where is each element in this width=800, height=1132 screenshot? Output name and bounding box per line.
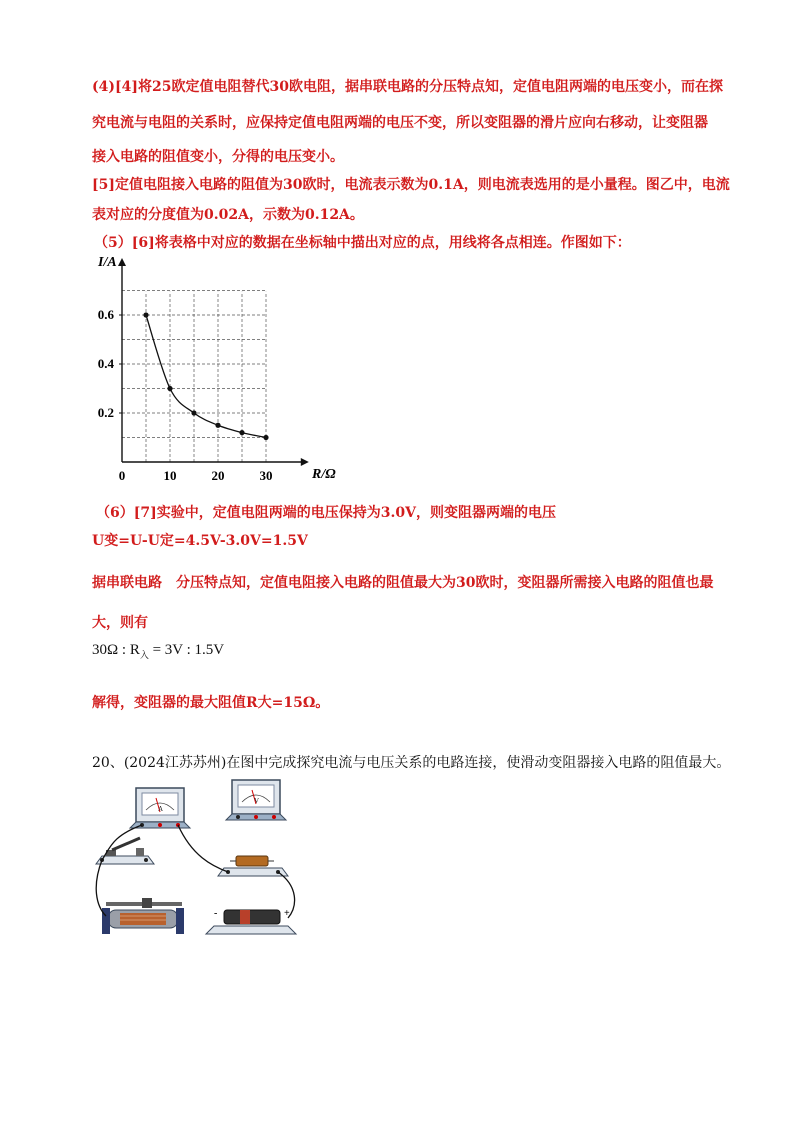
ammeter[interactable]: [130, 788, 190, 828]
ammeter-label: A: [158, 805, 164, 813]
chart-axes: [118, 258, 309, 466]
y-tick-label: 0.2: [97, 405, 114, 420]
data-point: [239, 430, 244, 435]
x-tick-label: 30: [259, 468, 273, 483]
circuit-illustration: [92, 776, 312, 946]
x-tick-label: 10: [163, 468, 177, 483]
answer-4-line-1: (4)[4]将25欧定值电阻替代30欧电阻，据串联电路的分压特点知，定值电阻两端的电压变小，而在探: [92, 79, 723, 95]
answer-5-line-2: 表对应的分度值为0.02A，示数为0.12A。: [92, 207, 364, 223]
answer-7-line-5: 解得，变阻器的最大阻值R大=15Ω。: [92, 695, 330, 711]
voltmeter[interactable]: [226, 780, 286, 820]
question-20-text: 20、(2024江苏苏州)在图中完成探究电流与电压关系的电路连接，使滑动变阻器接入电路的阻值最大。: [92, 755, 731, 771]
data-point: [191, 410, 196, 415]
y-tick-label: 0.4: [97, 356, 114, 371]
x-axis-label: R/Ω: [312, 467, 336, 482]
chart-tick-labels: [98, 307, 273, 483]
formula-subscript: 入: [139, 650, 149, 660]
answer-7-line-1: （6）[7]实验中，定值电阻两端的电压保持为3.0V，则变阻器两端的电压: [96, 505, 556, 521]
answer-4-line-3: 接入电路的阻值变小，分得的电压变小。: [92, 149, 344, 165]
formula-left: 30Ω : R: [92, 642, 140, 658]
chart-grid: [122, 291, 266, 463]
x-axis-arrow: [301, 458, 309, 466]
answer-7-line-3: 据串联电路 分压特点知，定值电阻接入电路的阻值最大为30欧时，变阻器所需接入电路的阻值也最: [92, 575, 714, 591]
wire-ammeter-resistor: [178, 825, 228, 872]
battery[interactable]: [206, 908, 296, 934]
sliding-rheostat[interactable]: [102, 898, 184, 934]
chart-curve: [146, 315, 266, 438]
answer-5-line-1: [5]定值电阻接入电路的阻值为30欧时，电流表示数为0.1A，则电流表选用的是小量程。图乙中，电流: [92, 177, 730, 193]
answer-6-line-1: （5）[6]将表格中对应的数据在坐标轴中描出对应的点，用线将各点相连。作图如下：: [94, 235, 631, 251]
chart-points: [143, 312, 268, 440]
y-axis-arrow: [118, 258, 126, 266]
y-tick-label: 0.6: [97, 307, 114, 322]
data-point: [263, 435, 268, 440]
current-resistance-chart: [90, 252, 360, 488]
series-line: [146, 315, 266, 438]
data-point: [143, 312, 148, 317]
switch[interactable]: [96, 838, 154, 864]
formula-right: = 3V : 1.5V: [148, 642, 225, 658]
answer-7-line-2: U变=U-U定=4.5V-3.0V=1.5V: [92, 533, 308, 549]
voltmeter-label: V: [254, 797, 260, 805]
ratio-formula: [92, 642, 224, 661]
x-tick-label: 0: [118, 468, 126, 483]
answer-7-line-4: 大，则有: [92, 615, 148, 631]
battery-minus: -: [214, 908, 218, 919]
y-axis-label: I/A: [98, 255, 117, 270]
wire-switch-rheostat: [96, 860, 106, 916]
data-point: [215, 423, 220, 428]
fixed-resistor[interactable]: [218, 856, 288, 876]
x-tick-label: 20: [211, 468, 225, 483]
battery-plus: +: [284, 908, 290, 919]
data-point: [167, 386, 172, 391]
answer-4-line-2: 究电流与电阻的关系时，应保持定值电阻两端的电压不变，所以变阻器的滑片应向右移动，让变阻器: [92, 115, 708, 131]
